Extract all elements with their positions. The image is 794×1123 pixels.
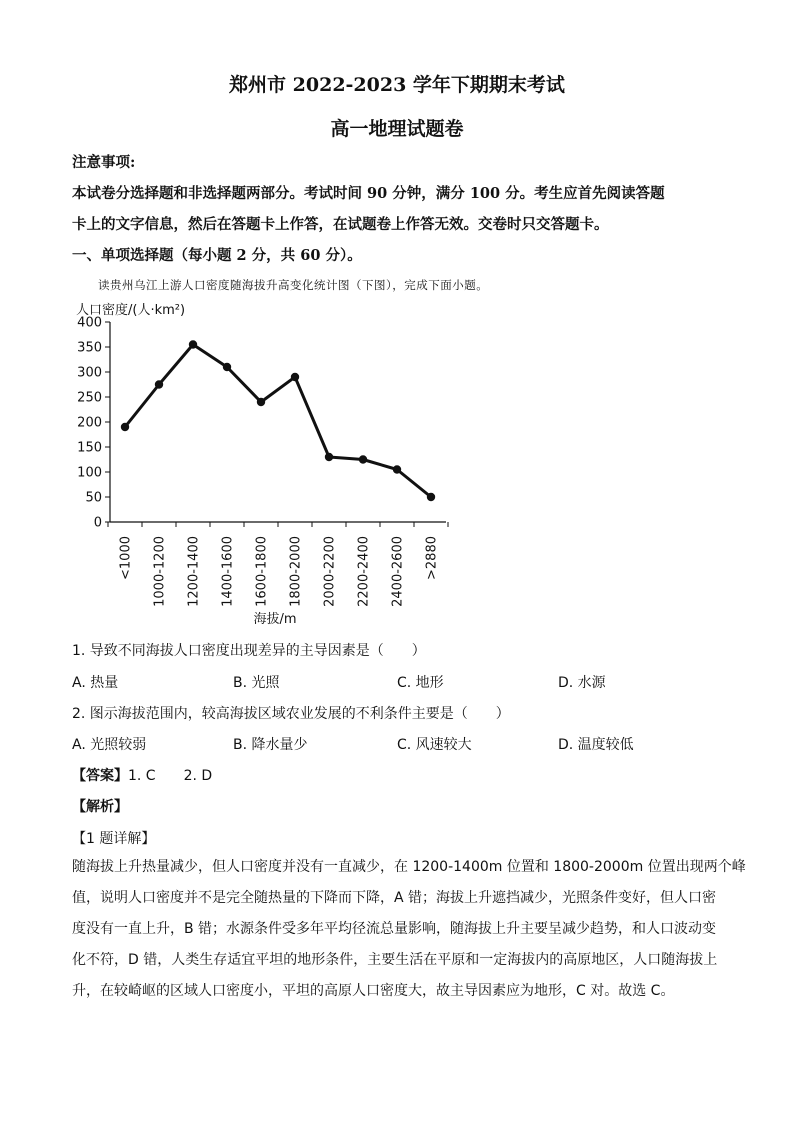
- question-1-option-c: C. 地形: [397, 675, 444, 691]
- question-2-option-c: C. 风速较大: [397, 737, 472, 753]
- notice-line-2: 卡上的文字信息，然后在答题卡上作答，在试题卷上作答无效。交卷时只交答题卡。: [72, 216, 609, 233]
- y-tick-label: 400: [77, 315, 102, 331]
- analysis-line-5: 升，在较崎岖的区域人口密度小，平坦的高原人口密度大，故主导因素应为地形，C 对。故选 C。: [72, 983, 675, 999]
- x-tick-label: 1200-1400: [186, 536, 202, 607]
- question-1-option-d: D. 水源: [558, 675, 606, 691]
- y-tick-label: 150: [77, 440, 102, 456]
- x-tick-label: 1800-2000: [288, 536, 304, 607]
- analysis-line-1: 随海拔上升热量减少，但人口密度并没有一直减少，在 1200-1400m 位置和 1800-2000m 位置出现两个峰: [72, 859, 746, 875]
- data-point: [427, 493, 435, 501]
- answer-line: [72, 765, 212, 785]
- y-tick-label: 300: [77, 365, 102, 381]
- section-heading: 一、单项选择题（每小题 2 分，共 60 分）。: [72, 247, 362, 264]
- y-axis-title: 人口密度/(人·km²): [76, 303, 186, 318]
- y-tick-label: 200: [77, 415, 102, 431]
- analysis-line-3: 度没有一直上升，B 错；水源条件受多年平均径流总量影响，随海拔上升主要呈减少趋势，和人口波动变: [72, 921, 717, 937]
- x-tick-label: 2400-2600: [390, 536, 406, 607]
- answer-value: 1. C 2. D: [128, 768, 213, 784]
- exam-subtitle: 高一地理试题卷: [330, 118, 464, 140]
- data-point: [291, 373, 299, 381]
- analysis-tag: 【解析】: [72, 799, 128, 815]
- y-tick-label: 350: [77, 340, 102, 356]
- x-tick-label: <1000: [118, 536, 134, 580]
- data-point: [121, 423, 129, 431]
- data-point: [359, 455, 367, 463]
- question-1-option-b: B. 光照: [233, 675, 280, 691]
- x-tick-label: 1000-1200: [152, 536, 168, 607]
- question-1-stem: 1. 导致不同海拔人口密度出现差异的主导因素是（ ）: [72, 643, 426, 659]
- analysis-line-2: 值，说明人口密度并不是完全随热量的下降而下降，A 错；海拔上升遮挡减少，光照条件变好，但人口密: [72, 890, 717, 906]
- analysis-body: [72, 852, 746, 1007]
- data-point: [257, 398, 265, 406]
- question-2-stem: 2. 图示海拔范围内，较高海拔区域农业发展的不利条件主要是（ ）: [72, 706, 510, 722]
- notice-line-1: 本试卷分选择题和非选择题两部分。考试时间 90 分钟，满分 100 分。考生应首先阅读答题: [72, 185, 665, 202]
- y-tick-label: 100: [77, 465, 102, 481]
- y-tick-label: 250: [77, 390, 102, 406]
- population-density-chart: [60, 300, 460, 636]
- x-tick-label: 2200-2400: [356, 536, 372, 607]
- data-point: [393, 465, 401, 473]
- question-1-option-a: A. 热量: [72, 675, 119, 691]
- x-tick-label: 1600-1800: [254, 536, 270, 607]
- data-point: [155, 380, 163, 388]
- y-tick-label: 50: [85, 490, 102, 506]
- y-tick-label: 0: [93, 515, 102, 531]
- data-point: [325, 453, 333, 461]
- section-intro: 读贵州乌江上游人口密度随海拔升高变化统计图（下图），完成下面小题。: [98, 278, 489, 292]
- series-line: [125, 345, 431, 498]
- x-tick-label: 2000-2200: [322, 536, 338, 607]
- question-2-option-a: A. 光照较弱: [72, 737, 147, 753]
- data-point: [189, 340, 197, 348]
- x-axis-title: 海拔/m: [253, 612, 297, 627]
- question-2-option-b: B. 降水量少: [233, 737, 308, 753]
- x-tick-label: 1400-1600: [220, 536, 236, 607]
- question-2-option-d: D. 温度较低: [558, 737, 634, 753]
- analysis-detail-tag: 【1 题详解】: [72, 831, 156, 847]
- exam-title: 郑州市 2022-2023 学年下期期末考试: [229, 74, 565, 96]
- answer-tag: 【答案】: [72, 768, 128, 784]
- data-point: [223, 363, 231, 371]
- notice-heading: 注意事项:: [72, 154, 136, 171]
- analysis-line-4: 化不符，D 错，人类生存适宜平坦的地形条件，主要生活在平原和一定海拔内的高原地区，人口随海拔上: [72, 952, 718, 968]
- x-tick-label: >2880: [424, 536, 440, 580]
